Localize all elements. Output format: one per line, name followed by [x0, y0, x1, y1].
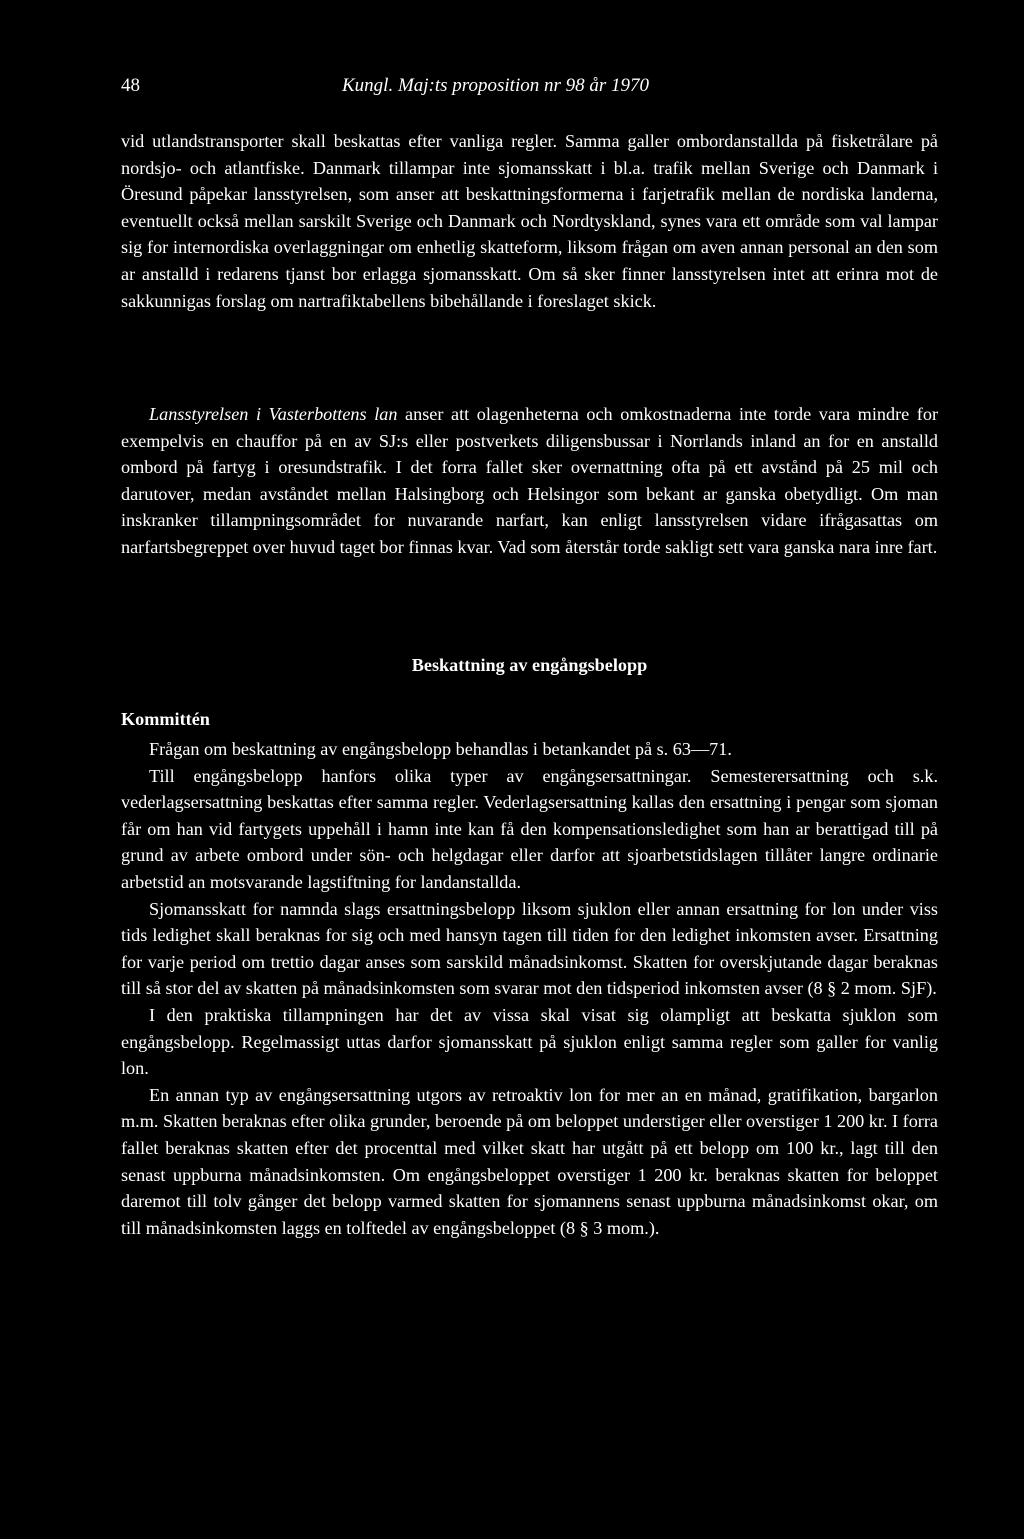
- paragraph: Frågan om beskattning av engångsbelopp behandlas i betankandet på s. 63—71.: [149, 739, 732, 759]
- side-heading: Kommittén: [121, 709, 210, 729]
- paragraph: [121, 401, 938, 561]
- text-block-3: [121, 736, 938, 1241]
- paragraph: I den praktiska tillampningen har det av vissa skal visat sig olampligt att beskatta sjuklon som engångsbelopp. Regelmassigt uttas darfor sjomansskatt på sjuklon enligt samma regler som galler for vanlig lon.: [121, 1004, 938, 1079]
- section-heading: Beskattning av engångsbelopp: [411, 655, 648, 675]
- paragraph: vid utlandstransporter skall beskattas efter vanliga regler. Samma galler ombordanstallda på fisketrålare på nordsjo- och atlantfiske. Danmark tillampar inte sjomansskatt i bl.a. trafik mellan Sverige och Danmark i Öresund påpekar lansstyrelsen, som anser att beskattningsformerna i farjetrafik mellan de nordiska landerna, eventuellt också mellan sarskilt Sverige och Danmark och Nordtyskland, synes vara ett område som val lampar sig for internordiska overlaggningar om enhetlig skatteform, liksom frågan om aven annan personal an den som ar anstalld i redarens tjanst bor erlagga sjomansskatt. Om så sker finner lansstyrelsen intet att erinra mot de sakkunnigas forslag om nartrafiktabellens bibehållande i foreslaget skick.: [121, 131, 938, 311]
- italic-lead: Lansstyrelsen i Vasterbottens lan: [149, 404, 398, 424]
- text-block-1: [121, 128, 938, 314]
- page-number: 48: [121, 75, 140, 96]
- paragraph: Sjomansskatt for namnda slags ersattningsbelopp liksom sjuklon eller annan ersattning for lon under viss tids ledighet skall beraknas for sig och med hansyn tagen till tiden for den ledighet inkomsten avser. Ersattning for varje period om trettio dagar anses som sarskild månadsinkomst. Skatten for overskjutande dagar beraknas till så stor del av skatten på månadsinkomsten som svarar mot den tidsperiod inkomsten avser (8 § 2 mom. SjF).: [121, 898, 938, 999]
- text-block-2: [121, 401, 938, 561]
- running-title: Kungl. Maj:ts proposition nr 98 år 1970: [342, 75, 650, 96]
- paragraph: Till engångsbelopp hanfors olika typer av engångsersattningar. Semesterersattning och s.k. vederlagsersattning beskattas efter samma regler. Vederlagsersattning kallas den ersattning i pengar som sjoman får om han vid fartygets uppehåll i hamn inte kan få den kompensationsledighet som han ar berattigad till på grund av arbete ombord under sön- och helgdagar eller darfor att sjoarbetstidslagen tillåter langre ordinarie arbetstid an motsvarande lagstiftning for landanstallda.: [121, 765, 938, 892]
- paragraph: En annan typ av engångsersattning utgors av retroaktiv lon for mer an en månad, gratifikation, bargarlon m.m. Skatten beraknas efter olika grunder, beroende på om beloppet understiger eller overstiger 1 200 kr. I forra fallet beraknas skatten efter det procenttal med vilket skatt har utgått på ett belopp om 100 kr., lagt till den senast uppburna månadsinkomsten. Om engångsbeloppet overstiger 1 200 kr. beraknas skatten for beloppet daremot till tolv gånger det belopp varmed skatten for sjomannens senast uppburna månadsinkomst okar, om till månadsinkomsten laggs en tolftedel av engångsbeloppet (8 § 3 mom.).: [121, 1084, 938, 1238]
- paragraph-body: anser att olagenheterna och omkostnaderna inte torde vara mindre for exempelvis en chauffor på en av SJ:s eller postverkets diligensbussar i Norrlands inland an for en anstalld ombord på fartyg i oresundstrafik. I det forra fallet sker overnattning ofta på ett avstånd på 25 mil och darutover, medan avståndet mellan Halsingborg och Helsingor som bekant ar ganska obetydligt. Om man inskranker tillampningsområdet for nuvarande narfart, kan enligt lansstyrelsen vidare ifrågasattas om narfartsbegreppet over huvud taget bor finnas kvar. Vad som återstår torde sakligt sett vara ganska nara inre fart.: [121, 404, 938, 557]
